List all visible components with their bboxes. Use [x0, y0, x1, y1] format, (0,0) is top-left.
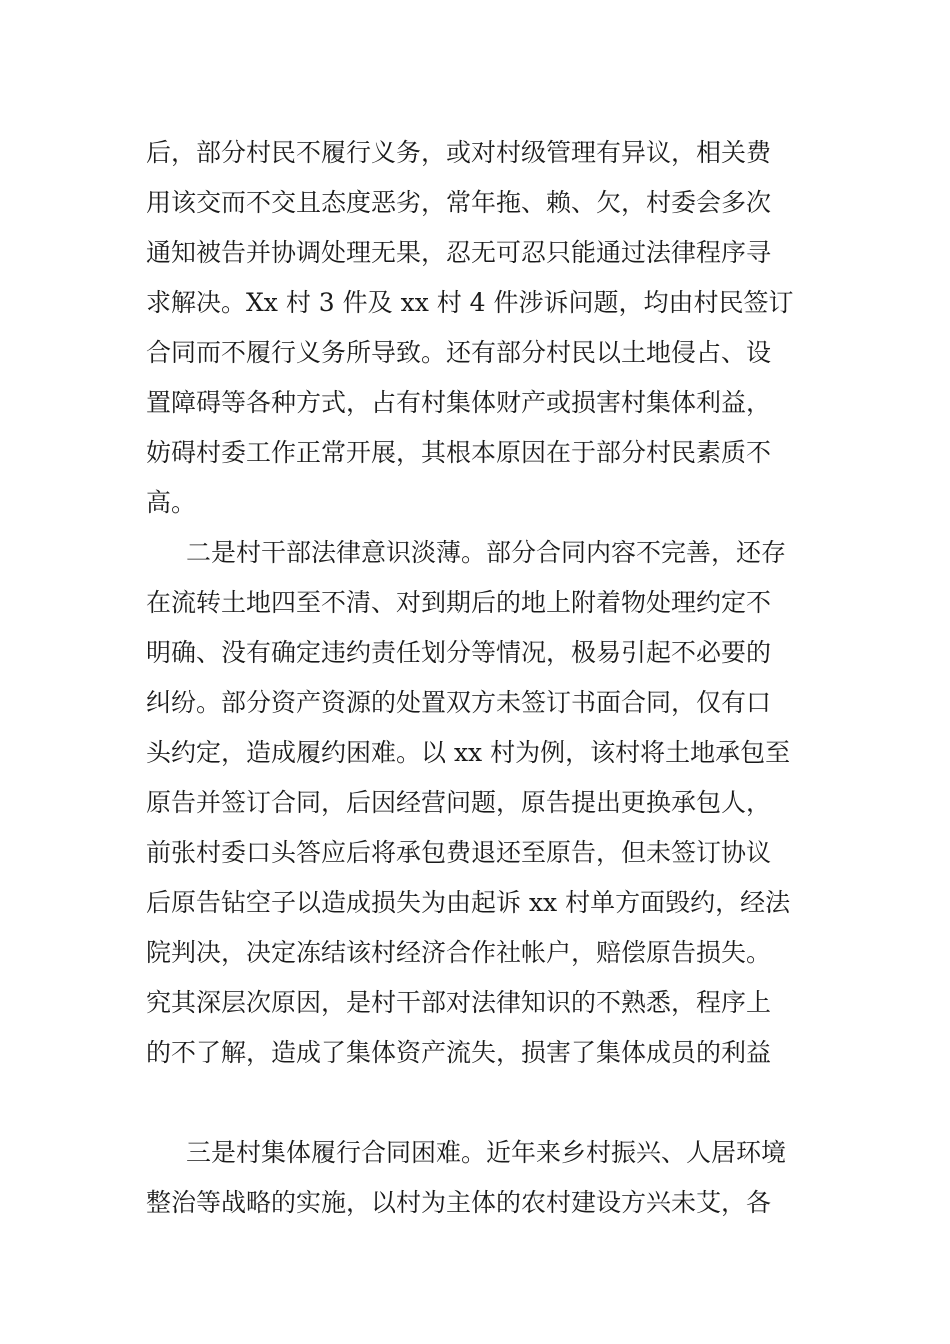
text-line: 前张村委口头答应后将承包费退还至原告，但未签订协议	[146, 838, 772, 867]
document-body	[146, 128, 816, 1228]
text-line: 整治等战略的实施，以村为主体的农村建设方兴未艾，各	[146, 1188, 772, 1217]
text-line: 明确、没有确定违约责任划分等情况，极易引起不必要的	[146, 638, 772, 667]
paragraph-start-line: 三是村集体履行合同困难。近年来乡村振兴、人居环境	[186, 1138, 787, 1167]
text-line: 高。	[146, 488, 197, 517]
text-line: 置障碍等各种方式，占有村集体财产或损害村集体利益，	[146, 388, 772, 417]
text-line: 通知被告并协调处理无果，忍无可忍只能通过法律程序寻	[146, 238, 772, 267]
text-line: 究其深层次原因，是村干部对法律知识的不熟悉，程序上	[146, 988, 772, 1017]
text-line: 在流转土地四至不清、对到期后的地上附着物处理约定不	[146, 588, 772, 617]
text-line: 合同而不履行义务所导致。还有部分村民以土地侵占、设	[146, 338, 772, 367]
paragraph-gap	[146, 1078, 816, 1128]
text-line: 原告并签订合同，后因经营问题，原告提出更换承包人，	[146, 788, 772, 817]
text-line: 求解决。Xx 村 3 件及 xx 村 4 件涉诉问题，均由村民签订	[146, 288, 794, 317]
text-line: 用该交而不交且态度恶劣，常年拖、赖、欠，村委会多次	[146, 188, 772, 217]
text-line: 头约定，造成履约困难。以 xx 村为例，该村将土地承包至	[146, 738, 791, 767]
text-line: 纠纷。部分资产资源的处置双方未签订书面合同，仅有口	[146, 688, 772, 717]
text-line: 的不了解，造成了集体资产流失，损害了集体成员的利益	[146, 1038, 772, 1067]
text-line: 后原告钻空子以造成损失为由起诉 xx 村单方面毁约，经法	[146, 888, 791, 917]
text-line: 院判决，决定冻结该村经济合作社帐户，赔偿原告损失。	[146, 938, 772, 967]
paragraph-start-line: 二是村干部法律意识淡薄。部分合同内容不完善，还存	[186, 538, 787, 567]
text-line: 妨碍村委工作正常开展，其根本原因在于部分村民素质不	[146, 438, 772, 467]
text-line: 后，部分村民不履行义务，或对村级管理有异议，相关费	[146, 138, 772, 167]
